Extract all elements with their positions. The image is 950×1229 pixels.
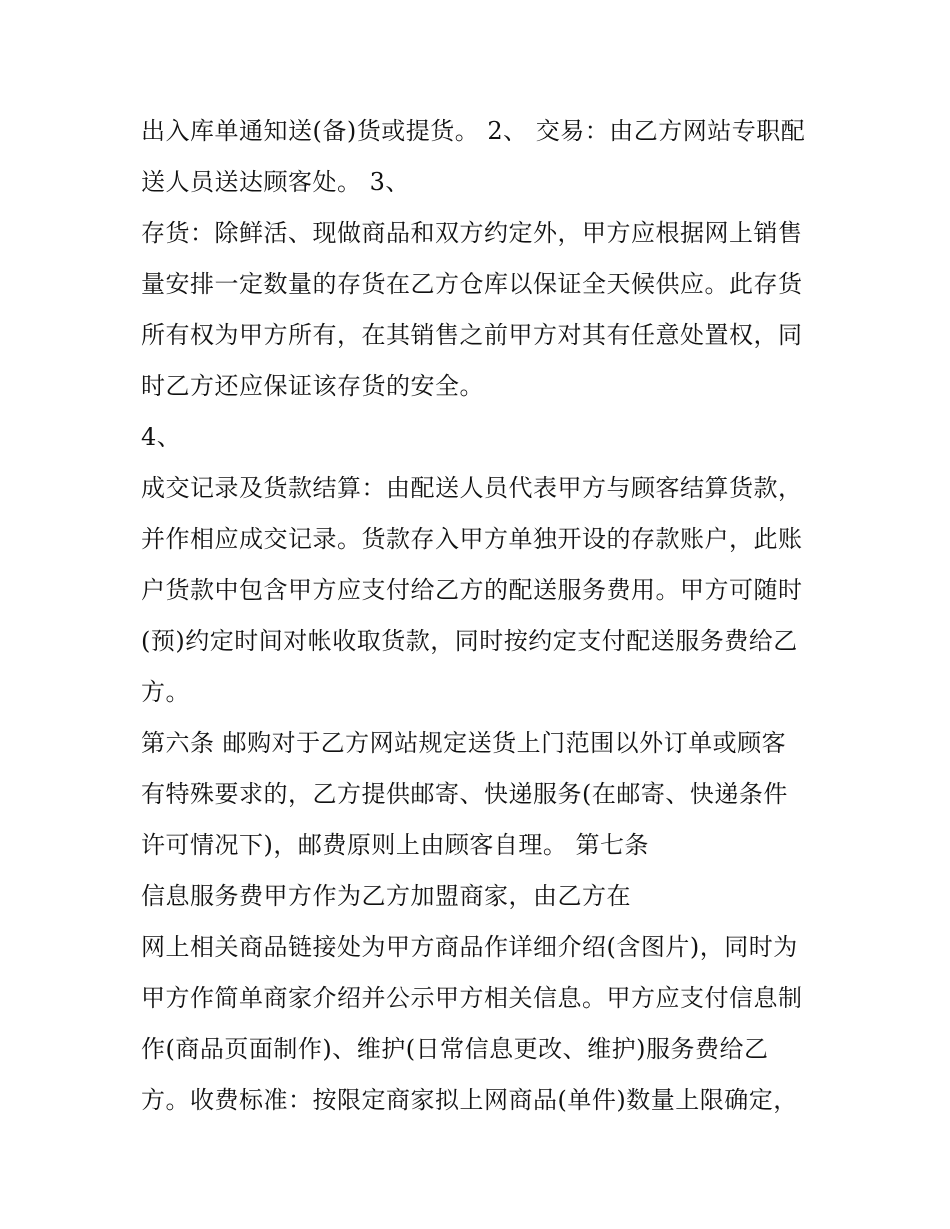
text-line: 甲方作简单商家介绍并公示甲方相关信息。甲方应支付信息制 (141, 984, 803, 1012)
text-line: 许可情况下)，邮费原则上由顾客自理。 第七条 (141, 831, 649, 859)
text-line: 时乙方还应保证该存货的安全。 (141, 372, 484, 400)
text-line: 出入库单通知送(备)货或提货。 2、 交易：由乙方网站专职配 (141, 117, 806, 145)
document-body (141, 106, 821, 1126)
text-line: 方。收费标准：按限定商家拟上网商品(单件)数量上限确定， (141, 1086, 798, 1114)
text-line: 4、 (141, 423, 182, 451)
text-line: 并作相应成交记录。货款存入甲方单独开设的存款账户，此账 (141, 525, 803, 553)
text-line: 网上相关商品链接处为甲方商品作详细介绍(含图片)，同时为 (141, 933, 798, 961)
text-line: 送人员送达顾客处。 3、 (141, 168, 410, 196)
text-line: 存货：除鲜活、现做商品和双方约定外，甲方应根据网上销售 (141, 219, 803, 247)
text-line: (预)约定时间对帐收取货款，同时按约定支付配送服务费给乙 (141, 627, 798, 655)
text-line: 户货款中包含甲方应支付给乙方的配送服务费用。甲方可随时 (141, 576, 803, 604)
text-line: 量安排一定数量的存货在乙方仓库以保证全天候供应。此存货 (141, 270, 803, 298)
text-line: 所有权为甲方所有，在其销售之前甲方对其有任意处置权，同 (141, 321, 803, 349)
text-line: 作(商品页面制作)、维护(日常信息更改、维护)服务费给乙 (141, 1035, 769, 1063)
text-line: 第六条 邮购对于乙方网站规定送货上门范围以外订单或顾客 (141, 729, 787, 757)
text-line: 有特殊要求的，乙方提供邮寄、快递服务(在邮寄、快递条件 (141, 780, 788, 808)
text-line: 方。 (141, 678, 190, 706)
text-line: 信息服务费甲方作为乙方加盟商家，由乙方在 (141, 882, 631, 910)
text-line: 成交记录及货款结算：由配送人员代表甲方与顾客结算货款， (141, 474, 803, 502)
